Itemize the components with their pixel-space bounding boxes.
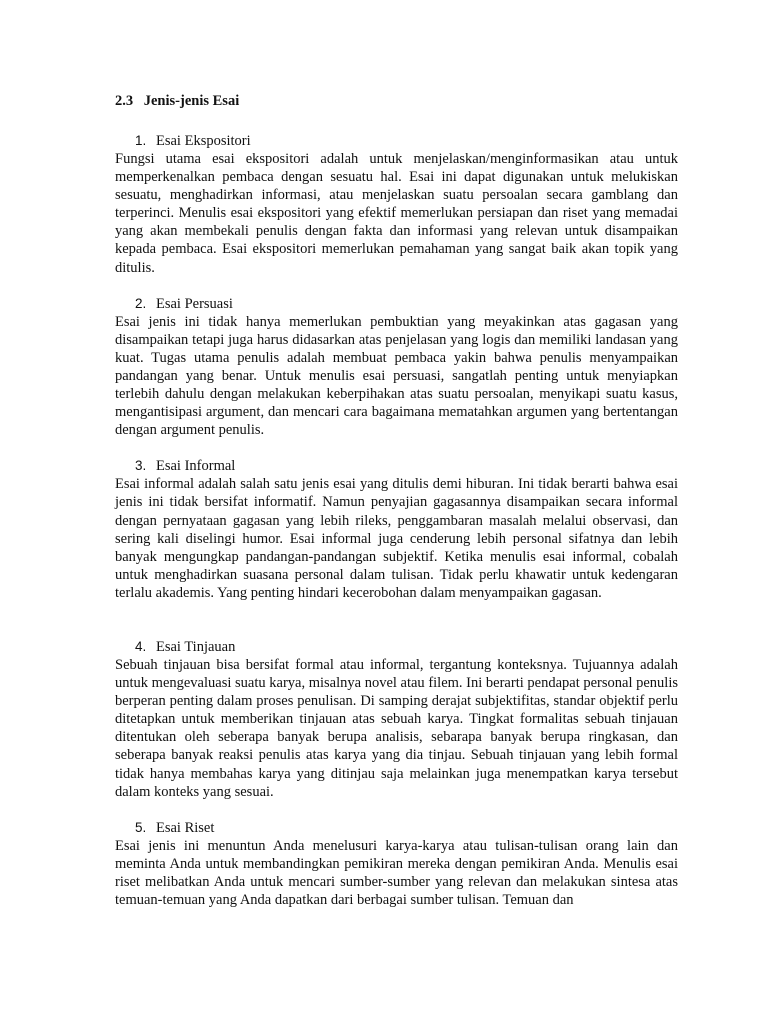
list-number: 3. [135,458,147,474]
item-title-text: Esai Informal [156,458,236,475]
item-title [135,819,678,837]
section-title: Jenis-jenis Esai [143,93,240,109]
essay-type-research [115,819,678,909]
paragraph-spacer [115,439,678,457]
paragraph-spacer [115,801,678,819]
list-number: 2. [135,295,147,311]
list-number: 5. [135,819,147,835]
section-number: 2.3 [115,93,134,109]
essay-type-review [115,638,678,801]
item-title-text: Esai Tinjauan [156,638,236,655]
item-title-text: Esai Riset [156,819,215,836]
item-paragraph: Esai informal adalah salah satu jenis esai yang ditulis demi hiburan. Ini tidak berarti bahwa esai jenis ini tidak bersifat informatif. Namun penyajian gagasannya disampaikan secara informal dengan pernyataan gagasan yang lebih rileks, penggambaran masalah melalui observasi, dan sering kali diselingi humor. Esai informal juga cenderung lebih personal sifatnya dan lebih banyak mengungkap pandangan-pandangan subjektif. Ketika menulis esai informal, cobalah untuk menghadirkan suasana personal dalam tulisan. Tidak perlu khawatir untuk kedengaran terlalu akademis. Yang penting hindari kecerobohan dalam menyampaikan gagasan. [115,476,678,601]
item-title-text: Esai Persuasi [156,295,233,312]
item-title [135,638,678,656]
paragraph-spacer [115,602,678,638]
section-heading [115,92,678,110]
item-title [135,132,678,150]
item-paragraph: Sebuah tinjauan bisa bersifat formal atau informal, tergantung konteksnya. Tujuannya adalah untuk mengevaluasi suatu karya, misalnya novel atau filem. Ini berarti pendapat personal penulis berperan penting dalam proses penulisan. Di samping derajat subjektifitas, standar objektif perlu ditetapkan untuk memberikan tinjauan atas sebuah karya. Tingkat formalitas sebuah tinjauan ditentukan oleh seberapa banyak berupa analisis, sebarapa banyak berupa ringkasan, dan seberapa banyak reaksi penulis atas karya yang dia tinjau. Sebuah tinjauan yang lebih formal tidak hanya membahas karya yang ditinjau saja melainkan juga menempatkan karya tersebut dalam konteks yang sesuai. [115,656,678,800]
item-title [135,295,678,313]
item-paragraph: Esai jenis ini tidak hanya memerlukan pembuktian yang meyakinkan atas gagasan yang disampaikan tetapi juga harus didasarkan atas penjelasan yang logis dan memiliki landasan yang kuat. Tugas utama penulis adalah membuat pembaca yakin bahwa penulis menyampaikan pandangan yang benar. Untuk menulis esai persuasi, sangatlah penting untuk menyiapkan terlebih dahulu dengan melakukan keberpihakan atas suatu persoalan, menyikapi suatu kasus, mengantisipasi argument, dan mencari cara bagaimana mematahkan argumen yang bertentangan dengan argument penulis. [115,313,678,439]
document-content [115,92,678,909]
list-number: 1. [135,133,147,148]
item-title [135,457,678,475]
item-paragraph: Fungsi utama esai ekspositori adalah untuk menjelaskan/menginformasikan atau untuk memperkenalkan pembaca dengan sesuatu hal. Esai ini dapat digunakan untuk melukiskan sesuatu, menghadirkan informasi, atau menjelaskan suatu persoalan secara gamblang dan terperinci. Menulis esai ekspositori yang efektif memerlukan persiapan dan riset yang memadai yang akan membekali penulis dengan fakta dan informasi yang relevan untuk disampaikan kepada pembaca. Esai ekspositori memerlukan pemahaman yang sangat baik akan topik yang ditulis. [115,151,678,276]
essay-type-expository [115,132,678,277]
item-title-text: Esai Ekspositori [156,133,251,149]
list-number: 4. [135,638,147,654]
item-paragraph: Esai jenis ini menuntun Anda menelusuri karya-karya atau tulisan-tulisan orang lain dan meminta Anda untuk membandingkan pemikiran mereka dengan pemikiran Anda. Menulis esai riset melibatkan Anda untuk mencari sumber-sumber yang relevan dan melakukan sintesa atas temuan-temuan yang Anda dapatkan dari berbagai sumber tulisan. Temuan dan [115,837,678,908]
essay-type-informal [115,457,678,602]
essay-type-persuasive [115,295,678,440]
paragraph-spacer [115,277,678,295]
